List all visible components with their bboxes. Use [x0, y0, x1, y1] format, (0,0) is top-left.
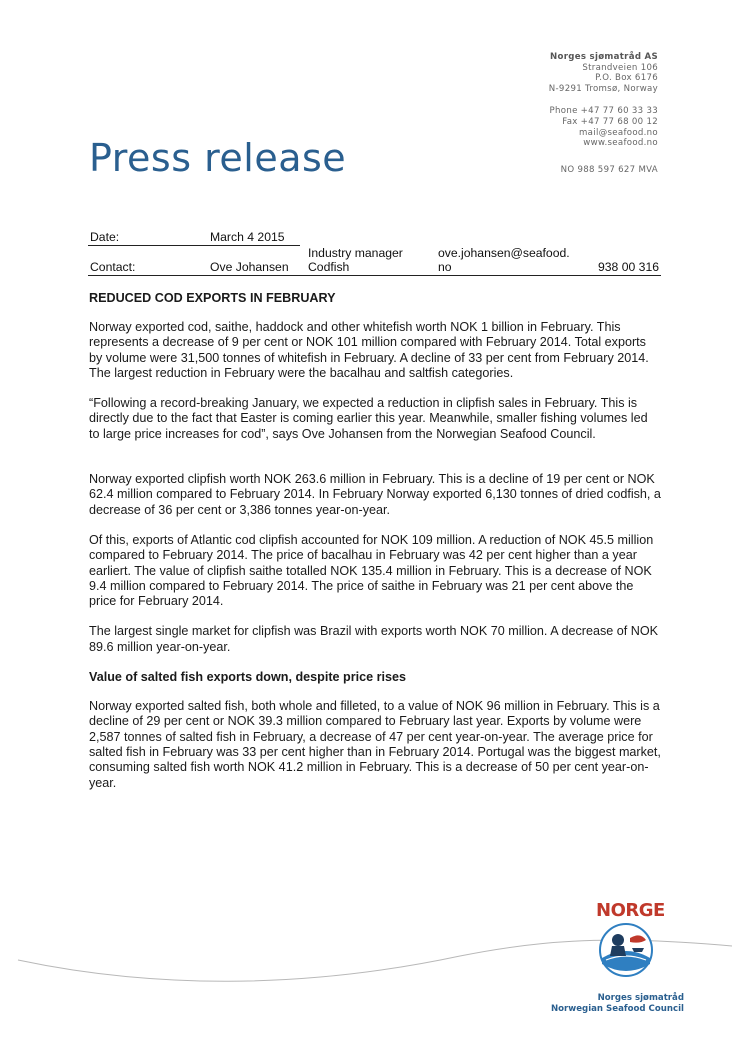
org-vat-number: NO 988 597 627 MVA	[560, 164, 658, 175]
date-row	[88, 230, 300, 246]
org-phone: Phone +47 77 60 33 33	[549, 106, 658, 117]
paragraph: Norway exported salted fish, both whole and filleted, to a value of NOK 96 million in February. This is a decline of 29 per cent or NOK 39.3 million compared to February last year. Exports by volume were 2,587 tonnes of salted fish in February, a decrease of 47 per cent year-on-year. The average price for salted fish in February was 33 per cent higher than in February 2014. Portugal was the biggest market, consuming salted fish worth NOK 41.2 million in February. This is a decrease of 50 per cent year-on-year.	[89, 699, 661, 790]
date-label: Date:	[90, 230, 120, 244]
article-body	[89, 291, 661, 806]
contact-label: Contact:	[90, 260, 136, 274]
contact-row	[88, 247, 661, 276]
org-fax: Fax +47 77 68 00 12	[562, 116, 658, 127]
paragraph: Of this, exports of Atlantic cod clipfish accounted for NOK 109 million. A reduction of NOK 45.5 million compared to February 2014. The price of bacalhau in February was 42 per cent higher than a year earliert. The value of clipfish saithe totalled NOK 135.4 million in February. This is a decrease of NOK 9.4 million compared to February 2014. The price of saithe in February was 21 per cent above the price for February 2014.	[89, 532, 654, 609]
org-email: mail@seafood.no	[579, 127, 658, 138]
subheading: Value of salted fish exports down, despite price rises	[89, 670, 407, 685]
paragraph: Norway exported cod, saithe, haddock and other whitefish worth NOK 1 billion in February. This represents a decrease of 9 per cent or NOK 101 million compared with February 2014. Total exports by volume were 31,500 tonnes of whitefish in February. A decline of 33 per cent from February 2014. The largest reduction in February were the bacalhau and saltfish categories.	[89, 320, 649, 380]
org-address-line: N-9291 Tromsø, Norway	[548, 83, 658, 94]
org-address-line: Strandveien 106	[582, 62, 658, 73]
footer-organisation-name	[551, 993, 684, 1015]
contact-phone: 938 00 316	[598, 260, 659, 274]
page-title: Press release	[89, 136, 347, 180]
contact-email: no	[438, 260, 452, 274]
norge-logo-word: NORGE	[596, 900, 665, 921]
paragraph: Norway exported clipfish worth NOK 263.6 million in February. This is a decline of 19 per cent or NOK 62.4 million compared to February 2014. In February Norway exported 6,130 tonnes of dried codfish, a decrease of 36 per cent or 3,386 tonnes year-on-year.	[89, 472, 661, 517]
contact-role: Industry manager	[308, 246, 403, 260]
norge-logo-emblem-icon	[596, 920, 656, 980]
contact-email: ove.johansen@seafood.	[438, 246, 570, 260]
paragraph: “Following a record-breaking January, we expected a reduction in clipfish sales in February. This is directly due to the fact that Easter is coming earlier this year. Meanwhile, smaller fishing volumes led to large price increases for cod”, says Ove Johansen from the Norwegian Seafood Council.	[89, 396, 648, 441]
org-name: Norges sjømatråd AS	[550, 52, 658, 62]
organisation-address-block	[440, 52, 658, 175]
footer-line-english: Norwegian Seafood Council	[550, 1004, 684, 1014]
footer-line-norwegian: Norges sjømatråd	[597, 993, 684, 1003]
org-website: www.seafood.no	[583, 138, 658, 149]
contact-name: Ove Johansen	[210, 260, 289, 274]
org-address-line: P.O. Box 6176	[595, 73, 658, 84]
contact-role: Codfish	[308, 260, 350, 274]
paragraph: The largest single market for clipfish was Brazil with exports worth NOK 70 million. A decrease of NOK 89.6 million year-on-year.	[89, 624, 659, 654]
headline: REDUCED COD EXPORTS IN FEBRUARY	[89, 291, 336, 305]
date-value: March 4 2015	[210, 230, 285, 244]
